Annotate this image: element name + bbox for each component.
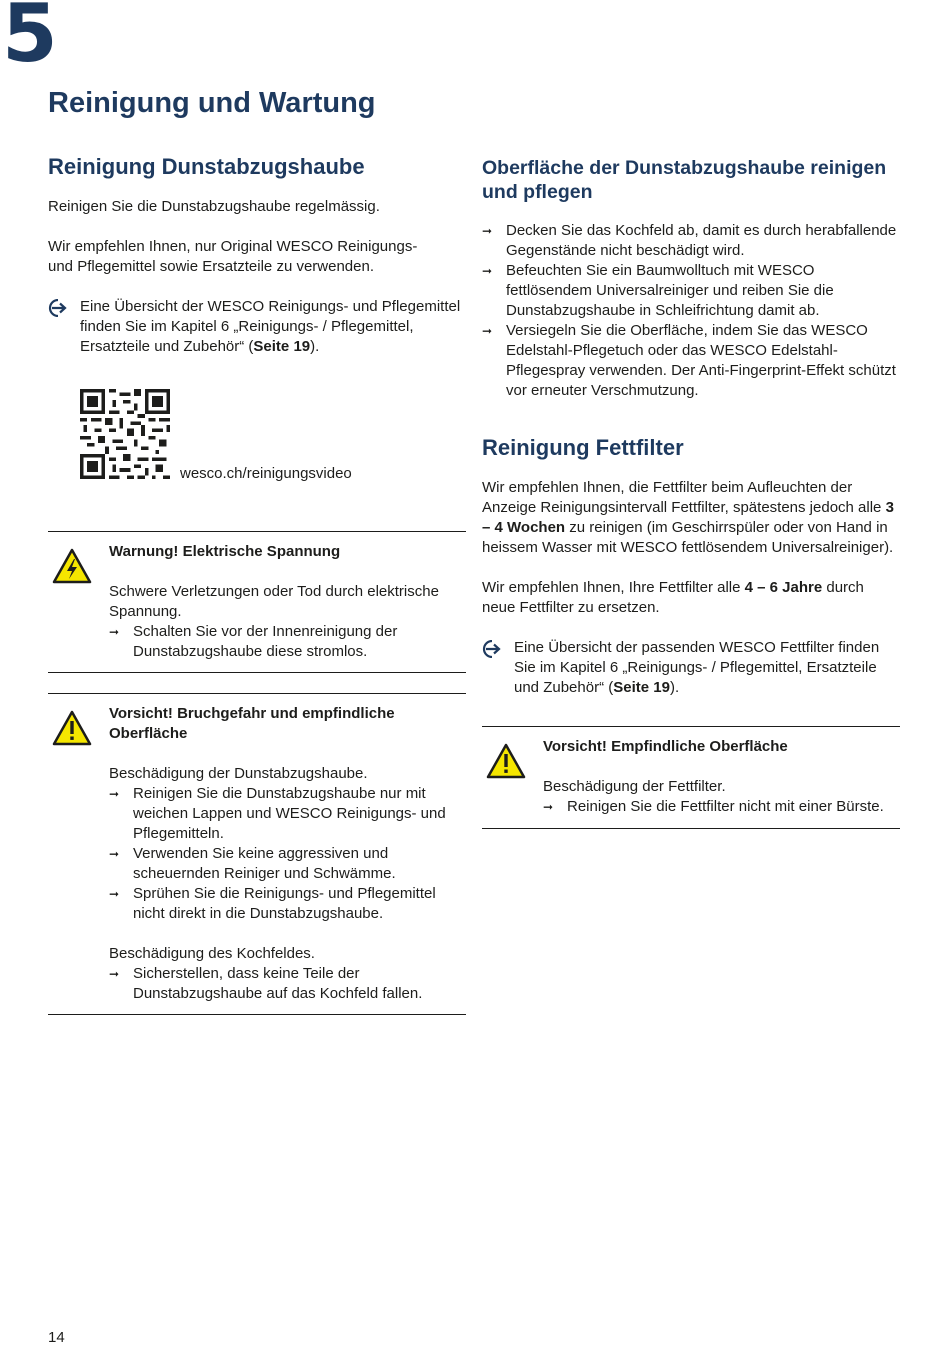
- caution-icon: [486, 743, 526, 779]
- warning-box-electric: [48, 531, 466, 673]
- left-column: [48, 150, 466, 1015]
- list-item: ➞ Versiegeln Sie die Oberfläche, indem Sie das WESCO Edelstahl-Pflegetuch oder das WESCO Edelstahl-Pflegespray verwenden. Der Anti-Fingerprint-Effekt schützt vor erneuter Verschmutzung.: [482, 322, 896, 399]
- warning-title: Warnung! Elektrische Spannung: [109, 543, 341, 560]
- list-item: ➞ Sicherstellen, dass keine Teile der Dunstabzugshaube auf das Kochfeld fallen.: [109, 965, 423, 1002]
- list-item: ➞ Schalten Sie vor der Innenreinigung der Dunstabzugshaube diese stromlos.: [109, 623, 398, 660]
- circled-arrow-icon: [48, 299, 68, 317]
- caution-text: Beschädigung der Fettfilter.: [543, 778, 726, 795]
- page-number: 14: [48, 1329, 65, 1346]
- arrow-icon: ➞: [109, 967, 120, 981]
- qr-code-block: [48, 383, 466, 501]
- arrow-icon: ➞: [543, 800, 554, 814]
- page-reference-link[interactable]: Seite 19: [253, 338, 311, 355]
- caution-text: Beschädigung der Dunstabzugshaube.: [109, 765, 368, 782]
- arrow-icon: ➞: [482, 224, 493, 238]
- video-link[interactable]: wesco.ch/reinigungsvideo: [180, 465, 352, 482]
- list-item: ➞ Verwenden Sie keine aggressiven und scheuernden Reiniger und Schwämme.: [109, 845, 396, 882]
- caution-box-breakage: [48, 693, 466, 1015]
- caution-list: [109, 964, 462, 1004]
- right-column: [482, 150, 900, 829]
- caution-icon: [52, 710, 92, 746]
- paragraph: Wir empfehlen Ihnen, nur Original WESCO Reinigungs- und Pflegemittel sowie Ersatzteile zu verwenden.: [48, 238, 418, 275]
- arrow-icon: ➞: [109, 787, 120, 801]
- caution-title: Vorsicht! Bruchgefahr und empfindliche Oberfläche: [109, 705, 395, 742]
- list-item: ➞ Decken Sie das Kochfeld ab, damit es durch herabfallende Gegenstände nicht beschädigt wird.: [482, 222, 897, 259]
- reference-note: Eine Übersicht der passenden WESCO Fettfilter finden Sie im Kapitel 6 „Reinigungs- / Pflegemittel, Ersatzteile und Zubehör“ (Seite 19).: [482, 638, 900, 698]
- list-item: ➞ Reinigen Sie die Dunstabzugshaube nur mit weichen Lappen und WESCO Reinigungs- und Pflegemitteln.: [109, 785, 446, 842]
- caution-title: Vorsicht! Empfindliche Oberfläche: [543, 738, 788, 755]
- caution-list: [109, 784, 462, 924]
- arrow-icon: ➞: [482, 264, 493, 278]
- caution-list: [543, 797, 896, 817]
- list-item: ➞ Befeuchten Sie ein Baumwolltuch mit WESCO fettlösendem Universalreiniger und reiben Sie die Dunstabzugshaube in Schleifrichtung damit ab.: [482, 262, 834, 319]
- warning-text: Schwere Verletzungen oder Tod durch elektrische Spannung.: [109, 583, 439, 620]
- arrow-icon: ➞: [109, 625, 120, 639]
- steps-list: [482, 221, 900, 401]
- list-item: ➞ Reinigen Sie die Fettfilter nicht mit einer Bürste.: [543, 798, 884, 815]
- electric-hazard-icon: [52, 548, 92, 584]
- page-reference-link[interactable]: Seite 19: [613, 679, 670, 696]
- circled-arrow-icon: [482, 640, 502, 658]
- section-heading-oberflaeche: Oberfläche der Dunstabzugshaube reinigen und pflegen: [482, 157, 887, 203]
- arrow-icon: ➞: [109, 847, 120, 861]
- chapter-number: 5: [2, 0, 58, 80]
- paragraph: Reinigen Sie die Dunstabzugshaube regelmässig.: [48, 198, 380, 215]
- page-title: Reinigung und Wartung: [48, 87, 376, 119]
- reference-note: Eine Übersicht der WESCO Reinigungs- und Pflegemittel finden Sie im Kapitel 6 „Reinigungs- / Pflegemittel, Ersatzteile und Zubehör“ (Seite 19).: [48, 297, 466, 357]
- arrow-icon: ➞: [482, 324, 493, 338]
- caution-text: Beschädigung des Kochfeldes.: [109, 945, 315, 962]
- caution-box-fettfilter: [482, 726, 900, 829]
- qr-code[interactable]: [80, 389, 170, 479]
- section-heading-dunstabzugshaube: Reinigung Dunstabzugshaube: [48, 154, 365, 179]
- arrow-icon: ➞: [109, 887, 120, 901]
- paragraph: Wir empfehlen Ihnen, die Fettfilter beim Aufleuchten der Anzeige Reinigungsintervall Fettfilter, spätestens jedoch alle 3 – 4 Wochen zu reinigen (im Geschirrspüler oder von Hand in heissem Wasser mit WESCO fettlösendem Universalreiniger).: [482, 479, 894, 556]
- list-item: ➞ Sprühen Sie die Reinigungs- und Pflegemittel nicht direkt in die Dunstabzugshaube.: [109, 885, 436, 922]
- warning-list: [109, 622, 462, 662]
- paragraph: Wir empfehlen Ihnen, Ihre Fettfilter alle 4 – 6 Jahre durch neue Fettfilter zu ersetzen.: [482, 579, 864, 616]
- section-heading-fettfilter: Reinigung Fettfilter: [482, 435, 684, 460]
